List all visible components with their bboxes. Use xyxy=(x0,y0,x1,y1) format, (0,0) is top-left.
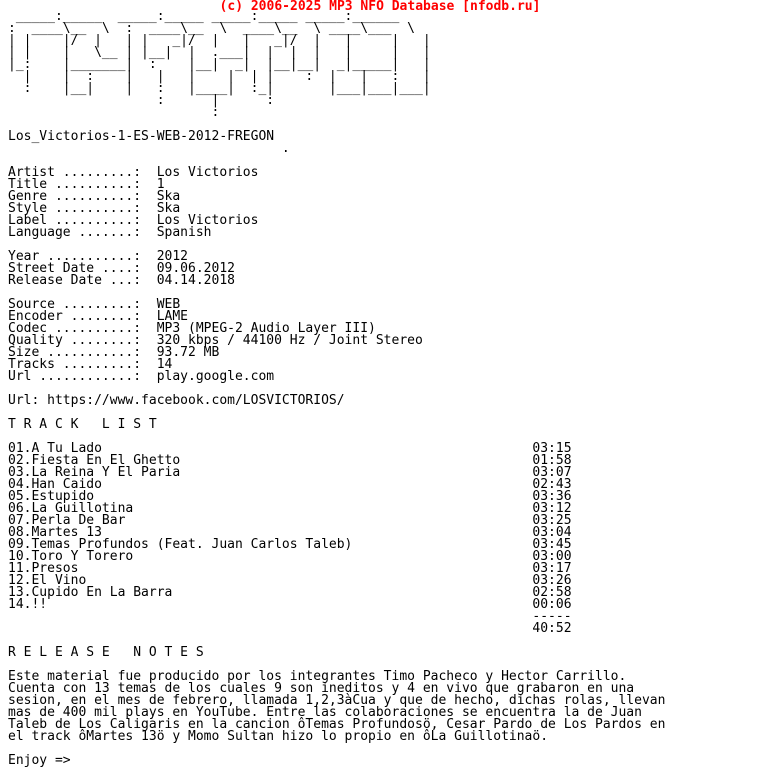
release-info-artist-block: Artist .........: Los Victorios Title ..........: 1 Genre ..........: Ska Style ..........: Ska Label ..........: Los Victorios Language .......: Spanish xyxy=(8,165,259,240)
release-name-dot: . xyxy=(8,141,290,156)
nfodb-credit-header: (c) 2006-2025 MP3 NFO Database [nfodb.ru] xyxy=(219,0,541,14)
release-info-technical-block: Source .........: WEB Encoder ........: LAME Codec ..........: MP3 (MPEG-2 Audio Layer III) Quality ........: 320 kbps / 44100 Hz / Joint Stereo Size ...........: 93.72 MB Tracks .........: 14 Url ............: play.google.com xyxy=(8,297,423,384)
tracklist: 01.A Tu Lado 03:15 02.Fiesta En El Ghetto 01:58 03.La Reina Y El Paria 03:07 04.Han Caido 02:43 05.Estupido 03:36 06.La Guillotina 03:12 07.Perla De Bar 03:25 08.Martes 13 03:04 09.Temas Profundos (Feat. Juan Carlos Taleb) 03:45 10.Toro Y Torero 03:00 11.Presos 03:17 12.El Vino 03:26 13.Cupido En La Barra 02:58 14.!! 00:06 ----- 40:52 xyxy=(8,441,572,636)
release-name: Los_Victorios-1-ES-WEB-2012-FREGON xyxy=(8,129,275,144)
tracklist-heading: T R A C K L I S T xyxy=(8,417,157,432)
nfo-document xyxy=(8,11,665,767)
release-info-date-block: Year ...........: 2012 Street Date ....: 09.06.2012 Release Date ...: 04.14.2018 xyxy=(8,249,235,288)
release-notes-heading: R E L E A S E N O T E S xyxy=(8,645,204,660)
release-notes: Este material fue producido por los integrantes Timo Pacheco y Hector Carrillo. Cuenta con 13 temas de los cuales 9 son ineditos y 4 en vivo que grabaron en una sesion, en el mes de febrero, llamada 1,2,3àCua y que de hecho, dichas rolas, llevan mas de 400 mil plays en YouTube. Entre las colaboraciones se encuentra la de Juan Taleb de Los Caligaris en la cancion ôTemas Profundosö, Cesar Pardo de Los Pardos en el track ôMartes 13ö y Momo Sultan hizo lo propio en ôLa Guillotinaö. xyxy=(8,669,666,744)
url-line: Url: https://www.facebook.com/LOSVICTORIOS/ xyxy=(8,393,345,408)
ascii-logo: _____:_____ _____:_____ _____:_____ _____:______ : ____\__ \ : ____\__ \ ____\__ \ ____\___ \ | | |/ | | | _|/ | | _|/ | | | | | | | \__ | |__| | .___| | | | | | | |_: |_______| : |__| _| |__|__| _|_____| | | | : | | | | | | : | | : | : |__| | : |____| :_| |___|___|___| : | : : xyxy=(8,9,431,120)
enjoy-line: Enjoy => xyxy=(8,753,71,768)
